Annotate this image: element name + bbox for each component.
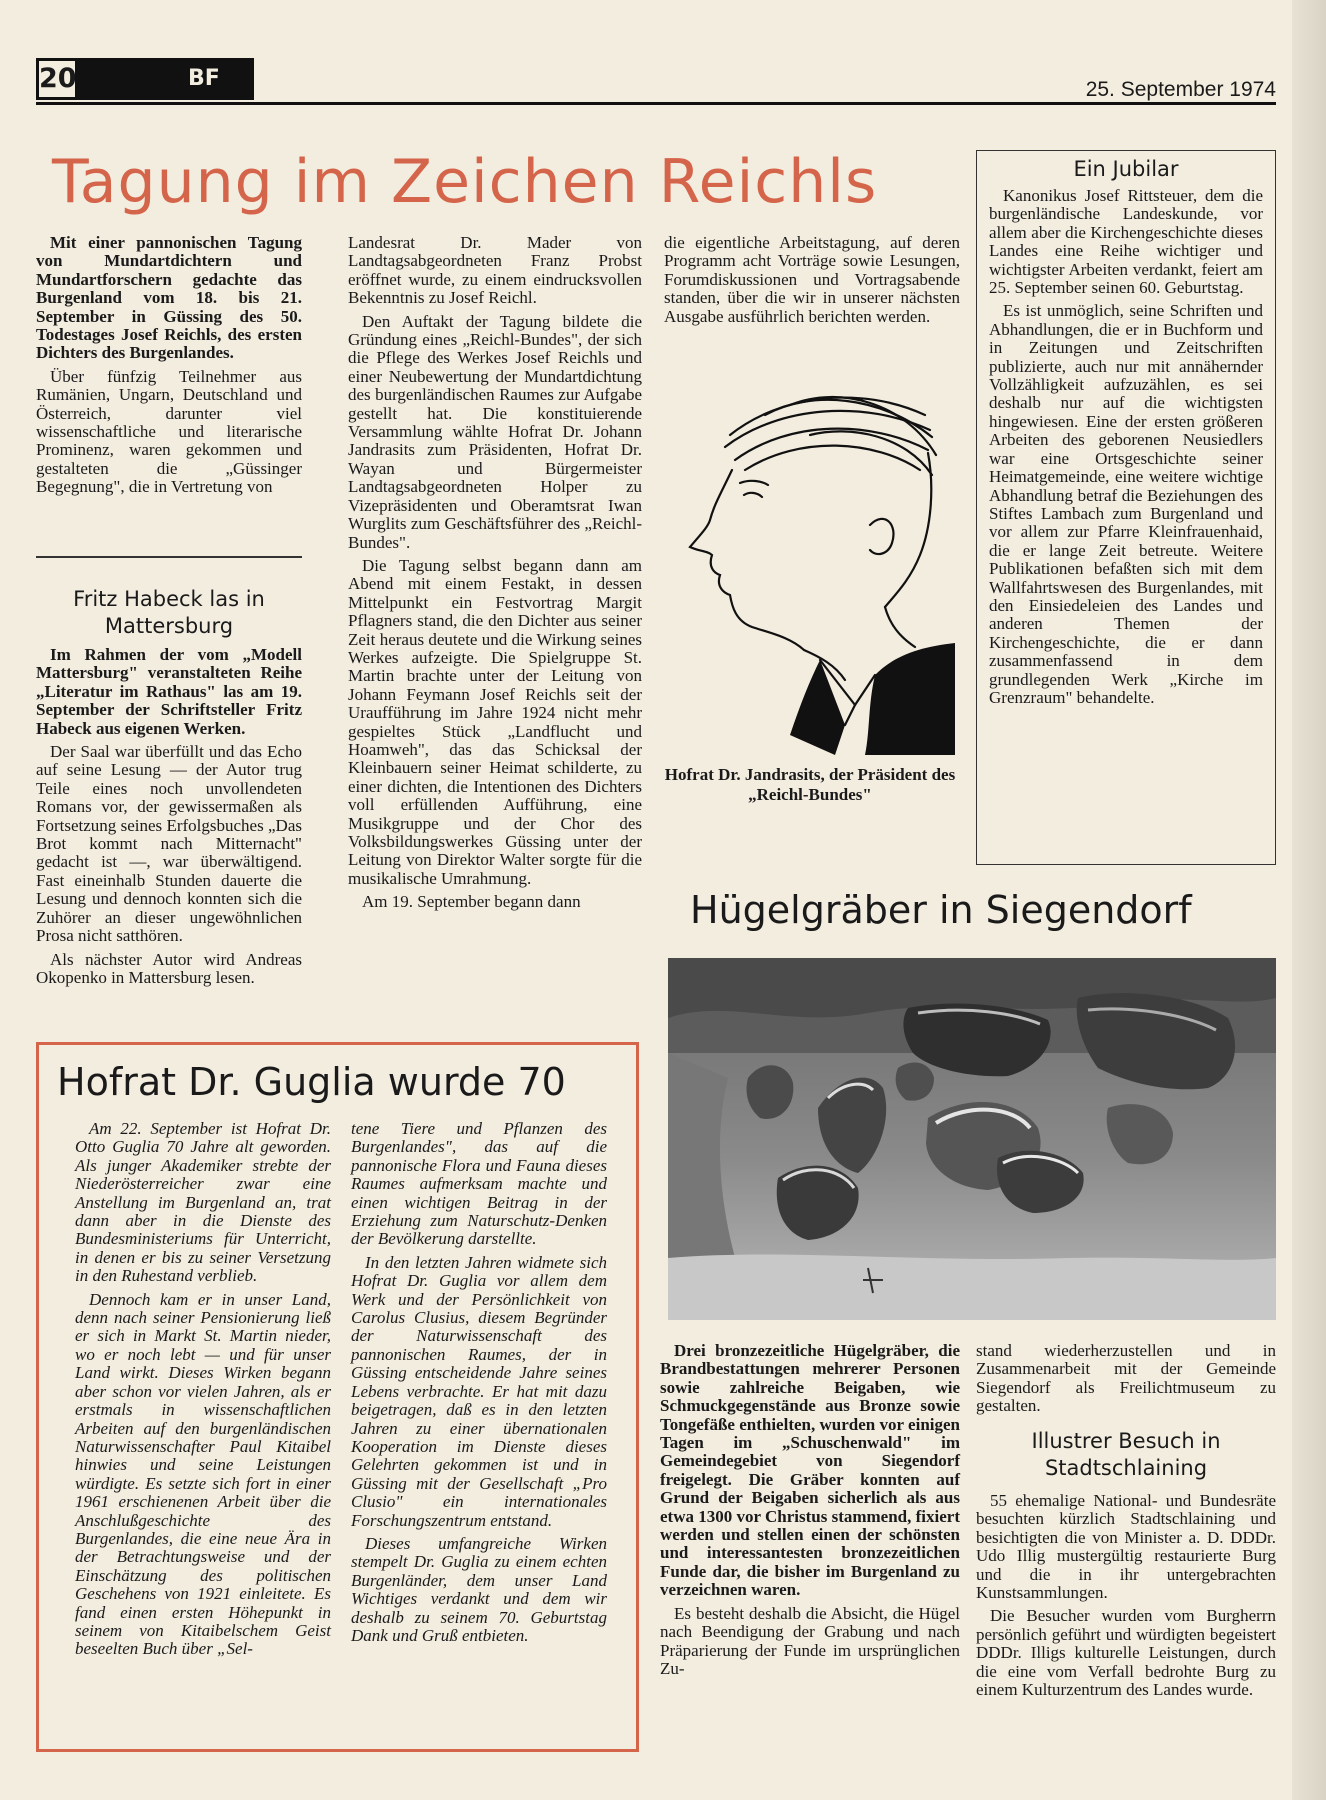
portrait-caption: Hofrat Dr. Jandrasits, der Präsident des „Reichl-Bundes"	[664, 765, 956, 804]
schlaining-body	[976, 1492, 1276, 1704]
huegel-paragraph: stand wiederherzustellen und in Zusammenarbeit mit der Gemeinde Siegendorf als Freilichtmuseum zu gestalten.	[976, 1341, 1276, 1416]
main-article-col3	[664, 234, 960, 331]
portrait-sketch	[670, 375, 955, 755]
page-edge	[1292, 0, 1326, 1800]
habeck-body	[36, 646, 302, 992]
guglia-paragraph: tene Tiere und Pflanzen des Burgenlandes", das auf die pannonische Flora und Fauna dieses Raumes aufmerksam machte und einen wichtigen Beitrag in der Erziehung zum Naturschutz-Denken der Bevölkerung darstellte.	[351, 1119, 607, 1249]
main-paragraph: Am 19. September begann dann	[362, 892, 581, 912]
issue-date: 25. September 1974	[1085, 78, 1276, 101]
jubilar-paragraph: Kanonikus Josef Rittsteuer, dem die burgenländische Landeskunde, vor allem aber die Kirchengeschichte dieses Landes eine Reihe wichtiger und wichtigster Arbeiten verdankt, feiert am 25. September seinen 60. Geburtstag.	[989, 186, 1263, 298]
main-article-col2	[348, 234, 642, 917]
main-paragraph: die eigentliche Arbeitstagung, auf deren Programm acht Vorträge sowie Lesungen, Forumdiskussionen und Vortragsabende standen, über die wir in unserer nächsten Ausgabe ausführlich berichten werden.	[664, 233, 960, 326]
jubilar-box	[976, 150, 1276, 865]
habeck-paragraph: Als nächster Autor wird Andreas Okopenko in Mattersburg lesen.	[36, 949, 302, 987]
habeck-headline: Fritz Habeck las in Mattersburg	[73, 587, 265, 638]
guglia-paragraph: Dieses umfangreiche Wirken stempelt Dr. Guglia zu einem echten Burgenländer, dem unser Land Wichtiges verdankt und dem wir deshalb zu seinem 70. Geburtstag Dank und Gruß entbieten.	[351, 1533, 607, 1645]
main-paragraph: Landesrat Dr. Mader von Landtagsabgeordneten Franz Probst eröffnet wurde, zu einem eindrucksvollen Bekenntnis zu Josef Reichl.	[348, 233, 642, 308]
jubilar-body	[977, 187, 1275, 707]
main-headline: Tagung im Zeichen Reichls	[52, 147, 878, 217]
schlaining-paragraph: 55 ehemalige National- und Bundesräte besuchten kürzlich Stadtschlaining und besichtigten die von Minister a. D. DDDr. Udo Illig mustergültig restaurierte Burg und die in ihr untergebrachten Kunstsammlungen.	[976, 1491, 1276, 1603]
header-rule	[36, 102, 1276, 105]
section-divider	[36, 556, 302, 558]
habeck-lead: Im Rahmen der vom „Modell Mattersburg" veranstalteten Reihe „Literatur im Rathaus" las am 19. September der Schriftsteller Fritz Habeck aus eigenen Werken.	[36, 645, 302, 738]
schlaining-headline: Illustrer Besuch in Stadtschlaining	[1031, 1429, 1221, 1480]
section-label: BF	[78, 58, 254, 100]
page-number: 20	[36, 58, 78, 100]
main-paragraph: Über fünfzig Teilnehmer aus Rumänien, Ungarn, Deutschland und Österreich, darunter viel wissenschaftliche und literarische Prominenz, waren gekommen und gestalteten die „Güssinger Begegnung", die in Vertretung von	[36, 366, 302, 497]
guglia-headline: Hofrat Dr. Guglia wurde 70	[57, 1060, 566, 1104]
main-paragraph: Die Tagung selbst begann dann am Abend mit einem Festakt, in dessen Mittelpunkt ein Festvortrag Margit Pflagners stand, die den Dichter aus seiner Zeit heraus deutete und die Wirkung seines Werkes aufzeigte. Die Spielgruppe St. Martin brachte unter der Leitung von Johann Feymann Josef Reichls seit der Uraufführung im Jahre 1924 nicht mehr gespieltes Stück „Landflucht und Hoamweh", das das Schicksal der Kleinbauern seiner Heimat schilderte, zu einer dichten, die Intentionen des Dichters voll erfüllenden Aufführung, eine Musikgruppe und der Chor des Volksbildungswerkes Güssing unter der Leitung von Direktor Walter sorgte für die musikalische Umrahmung.	[348, 555, 642, 888]
guglia-col2	[351, 1120, 607, 1650]
main-article-col1	[36, 234, 302, 502]
schlaining-paragraph: Die Besucher wurden vom Burgherrn persönlich geführt und würdigten begeistert DDDr. Illigs kulturelle Leistungen, durch die eine vom Verfall bedrohte Burg zu einem Kulturzentrum des Landes wurde.	[976, 1606, 1276, 1700]
huegel-headline: Hügelgräber in Siegendorf	[690, 888, 1192, 932]
habeck-article	[36, 586, 302, 640]
guglia-paragraph: Am 22. September ist Hofrat Dr. Otto Guglia 70 Jahre alt geworden. Als junger Akademiker strebte der Niederösterreicher zwar eine Anstellung im Burgenland an, trat dann aber in die Dienste des Bundesministeriums für Unterricht, in denen er bis zu seiner Versetzung in den Ruhestand verblieb.	[75, 1119, 331, 1286]
guglia-col1	[75, 1120, 331, 1664]
huegel-paragraph: Es besteht deshalb die Absicht, die Hügel nach Beendigung der Grabung und nach Präparierung der Funde im ursprünglichen Zu-	[660, 1603, 960, 1678]
guglia-paragraph: Dennoch kam er in unser Land, denn nach seiner Pensionierung ließ er sich in Markt St. Martin nieder, wo er noch lebt — und für unser Land wirkt. Dieses Wirken begann aber schon vor vielen Jahren, als er erstmals in wissenschaftlichen Arbeiten auf den burgenländischen Naturwissenschafter Paul Kitaibel hinwies und seine Leistungen würdigte. Es setzte sich fort in einer 1961 erschienenen Arbeit über die Anschlußgeschichte des Burgenlandes, die eine neue Ära in der Betrachtungsweise und der Einschätzung des politischen Geschehens von 1921 einleitete. Es fand einen ersten Höhepunkt in seinem von Kitaibelschem Geist beseelten Buch über „Sel-	[75, 1289, 331, 1659]
excavation-photo	[668, 958, 1276, 1320]
schlaining-article	[976, 1428, 1276, 1482]
jubilar-headline: Ein Jubilar	[1073, 157, 1179, 181]
main-lead: Mit einer pannonischen Tagung von Mundartdichtern und Mundartforschern gedachte das Burgenland vom 18. bis 21. September in Güssing des 50. Todestages Josef Reichls, des ersten Dichters des Burgenlandes.	[36, 233, 302, 363]
guglia-paragraph: In den letzten Jahren widmete sich Hofrat Dr. Guglia vor allem dem Werk und der Persönlichkeit von Carolus Clusius, diesem Begründer der Naturwissenschaft des pannonischen Raumes, der in Güssing entscheidende Jahre seines Lebens verbrachte. Er hat mit dazu beigetragen, daß es in den letzten Jahren zu einer übernationalen Kooperation im Dienste dieses Gelehrten gekommen ist und in Güssing mit der Gesellschaft „Pro Clusio" ein internationales Forschungszentrum entstand.	[351, 1252, 607, 1530]
huegel-lead: Drei bronzezeitliche Hügelgräber, die Brandbestattungen mehrerer Personen sowie zahlreiche Beigaben, wie Schmuckgegenstände aus Bronze sowie Tongefäße enthielten, wurden vor einigen Tagen im „Schuschenwald" im Gemeindegebiet von Siegendorf freigelegt. Die Gräber konnten auf Grund der Beigaben sicherlich als aus etwa 1300 vor Christus stammend, fixiert werden und stellen einen der schönsten und interessantesten bronzezeitlichen Funde dar, die bisher im Burgenland zu verzeichnen waren.	[660, 1341, 960, 1600]
main-paragraph: Den Auftakt der Tagung bildete die Gründung eines „Reichl-Bundes", der sich die Pflege des Werkes Josef Reichls und einer Neubewertung der Mundartdichtung des burgenländischen Raumes zur Aufgabe gestellt hat. Die konstituierende Versammlung wählte Hofrat Dr. Johann Jandrasits zum Präsidenten, Hofrat Dr. Wayan und Bürgermeister Landtagsabgeordneten Holper zu Vizepräsidenten und Oberamtsrat Iwan Wurglits zum Geschäftsführer des „Reichl-Bundes".	[348, 311, 642, 552]
huegel-col1	[660, 1342, 960, 1683]
jubilar-paragraph: Es ist unmöglich, seine Schriften und Abhandlungen, die er in Buchform und in Zeitungen und Zeitschriften publizierte, auch nur mit annähernder Vollzähligkeit aufzuzählen, es sei deshalb nur auf die wichtigsten hingewiesen. Eine der ersten größeren Arbeiten des geborenen Neusiedlers war eine Ortsgeschichte seiner Heimatgemeinde, eine weitere wichtige Abhandlung betraf die Beziehungen des Stiftes Lambach zum Burgenland und vor allem zur Pfarre Kleinfrauenhaid, die er lange Zeit betreute. Weitere Publikationen befaßten sich mit dem Wallfahrtswesen des Burgenlandes, mit den Einsiedeleien des Landes und anderen Themen der Kirchengeschichte, die er dann zusammenfassend in dem grundlegenden Werk „Kirche im Grenzraum" behandelte.	[989, 301, 1263, 707]
guglia-box	[36, 1042, 639, 1752]
huegel-col2	[976, 1342, 1276, 1421]
habeck-paragraph: Der Saal war überfüllt und das Echo auf seine Lesung — der Autor trug Teile eines noch unvollendeten Romans vor, der gewissermaßen als Fortsetzung seines Erfolgsbuches „Das Brot kommt nach Mitternacht" gedacht ist —, war überwältigend. Fast eineinhalb Stunden dauerte die Lesung und dennoch konnten sich die Zuhörer an dieser ungewöhnlichen Prosa nicht satthören.	[36, 742, 302, 946]
